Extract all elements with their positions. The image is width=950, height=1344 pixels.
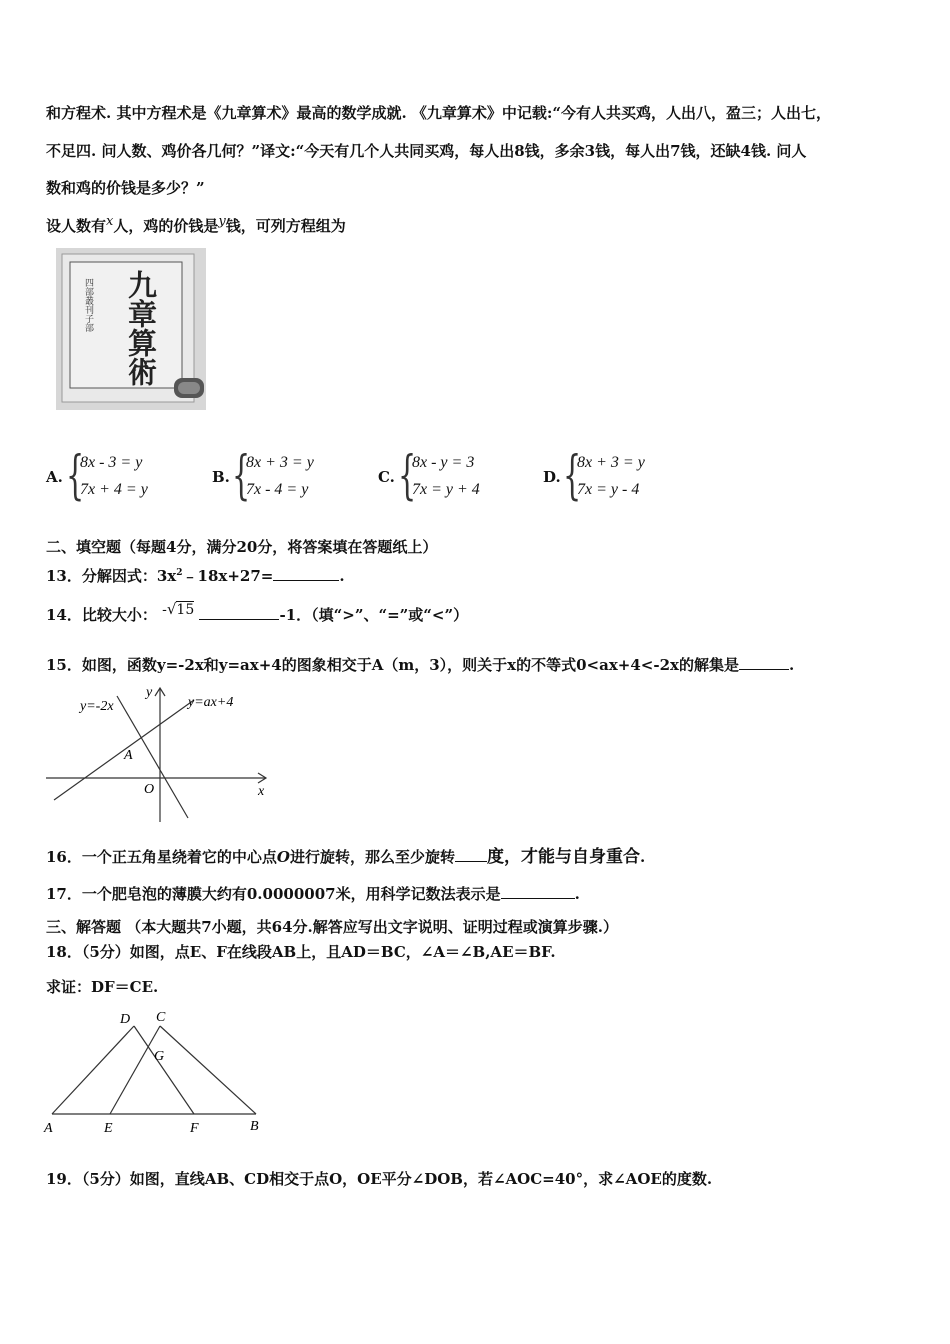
- option-label: A.: [46, 468, 63, 486]
- option-c[interactable]: [378, 446, 528, 506]
- option-eq2: 7x + 4 = y: [80, 481, 148, 498]
- brace-icon: {: [66, 446, 85, 506]
- answer-blank[interactable]: [199, 619, 279, 620]
- question-18: 18．（5分）如图，点E、F在线段AB上，且AD＝BC，∠A＝∠B,AE＝BF.: [46, 943, 556, 961]
- graph-15: [44, 682, 274, 824]
- question-15: 15．如图，函数y=-2x和y=ax+4的图象相交于A（m，3），则关于x的不等式0<ax+4<-2x的解集是 .: [46, 656, 795, 674]
- segment-ad: [52, 1026, 134, 1114]
- option-label: D.: [543, 468, 561, 486]
- option-eq2: 7x - 4 = y: [246, 481, 309, 498]
- segment-ce: [110, 1026, 160, 1114]
- question-14: 14．比较大小： -√15 -1．（填“>”、“=”或“<”）: [46, 600, 469, 624]
- option-eq1: 8x - y = 3: [412, 454, 475, 471]
- option-b[interactable]: [212, 446, 362, 506]
- label-E: E: [104, 1121, 113, 1136]
- question-17: 17．一个肥皂泡的薄膜大约有0.0000007米，用科学记数法表示是 .: [46, 885, 580, 903]
- option-eq1: 8x - 3 = y: [80, 454, 143, 471]
- label-A: A: [44, 1121, 53, 1136]
- label-C: C: [156, 1010, 166, 1025]
- label-F: F: [190, 1121, 199, 1136]
- option-eq1: 8x + 3 = y: [246, 454, 314, 471]
- answer-blank[interactable]: [273, 580, 339, 581]
- label-D: D: [120, 1012, 131, 1027]
- label-y-ax4: y=ax+4: [188, 695, 234, 710]
- segment-df: [134, 1026, 194, 1114]
- book-side-text: 四部叢刊子部: [83, 278, 93, 332]
- option-eq1: 8x + 3 = y: [577, 454, 645, 471]
- question-13: 13．分解因式：$3x^2﹣18x+27=$ .: [46, 567, 345, 585]
- question-18-proof: 求证：DF＝CE.: [46, 978, 159, 996]
- section-2-heading: 二、填空题（每题4分，满分20分，将答案填在答题纸上）: [46, 538, 438, 556]
- figure-18: [40, 1006, 270, 1138]
- section-3-heading: 三、解答题 （本大题共7小题，共64分.解答应写出文字说明、证明过程或演算步骤.）: [46, 918, 618, 936]
- book-title: 九章算術: [124, 270, 158, 386]
- option-label: C.: [378, 468, 395, 486]
- label-y-neg2x: y=-2x: [80, 699, 114, 714]
- question-16: 16．一个正五角星绕着它的中心点O进行旋转，那么至少旋转 度，才能与自身重合.: [46, 847, 646, 867]
- label-O: O: [144, 782, 155, 797]
- intro-line-3: 数和鸡的价钱是多少？”: [46, 179, 205, 197]
- option-d[interactable]: [543, 446, 693, 506]
- label-G: G: [154, 1049, 165, 1064]
- intro-line-2: 不足四. 问人数、鸡价各几何？”译文:“今天有几个人共同买鸡，每人出8钱，多余3钱，每人出7钱，还缺4钱. 问人: [46, 142, 807, 160]
- intro-line-4: 设人数有x人，鸡的价钱是y钱，可列方程组为: [46, 214, 346, 235]
- label-B: B: [250, 1119, 259, 1134]
- brace-icon: {: [563, 446, 582, 506]
- option-label: B.: [212, 468, 230, 486]
- option-eq2: 7x = y - 4: [577, 481, 640, 498]
- answer-blank[interactable]: [739, 669, 789, 670]
- answer-blank[interactable]: [455, 861, 487, 862]
- option-eq2: 7x = y + 4: [412, 481, 480, 498]
- intro-line-1: 和方程术. 其中方程术是《九章算术》最高的数学成就. 《九章算术》中记载:“今有人共买鸡，人出八，盈三；人出七，: [46, 104, 832, 122]
- brace-icon: {: [398, 446, 417, 506]
- option-a[interactable]: [46, 446, 196, 506]
- label-y: y: [146, 685, 153, 700]
- label-A: A: [124, 748, 133, 763]
- brace-icon: {: [232, 446, 251, 506]
- question-19: 19．（5分）如图，直线AB、CD相交于点O，OE平分∠DOB，若∠AOC=40°，求∠AOE的度数.: [46, 1170, 713, 1188]
- label-x: x: [258, 784, 265, 799]
- answer-blank[interactable]: [501, 898, 575, 899]
- segment-bc: [160, 1026, 256, 1114]
- book-image: [56, 248, 206, 410]
